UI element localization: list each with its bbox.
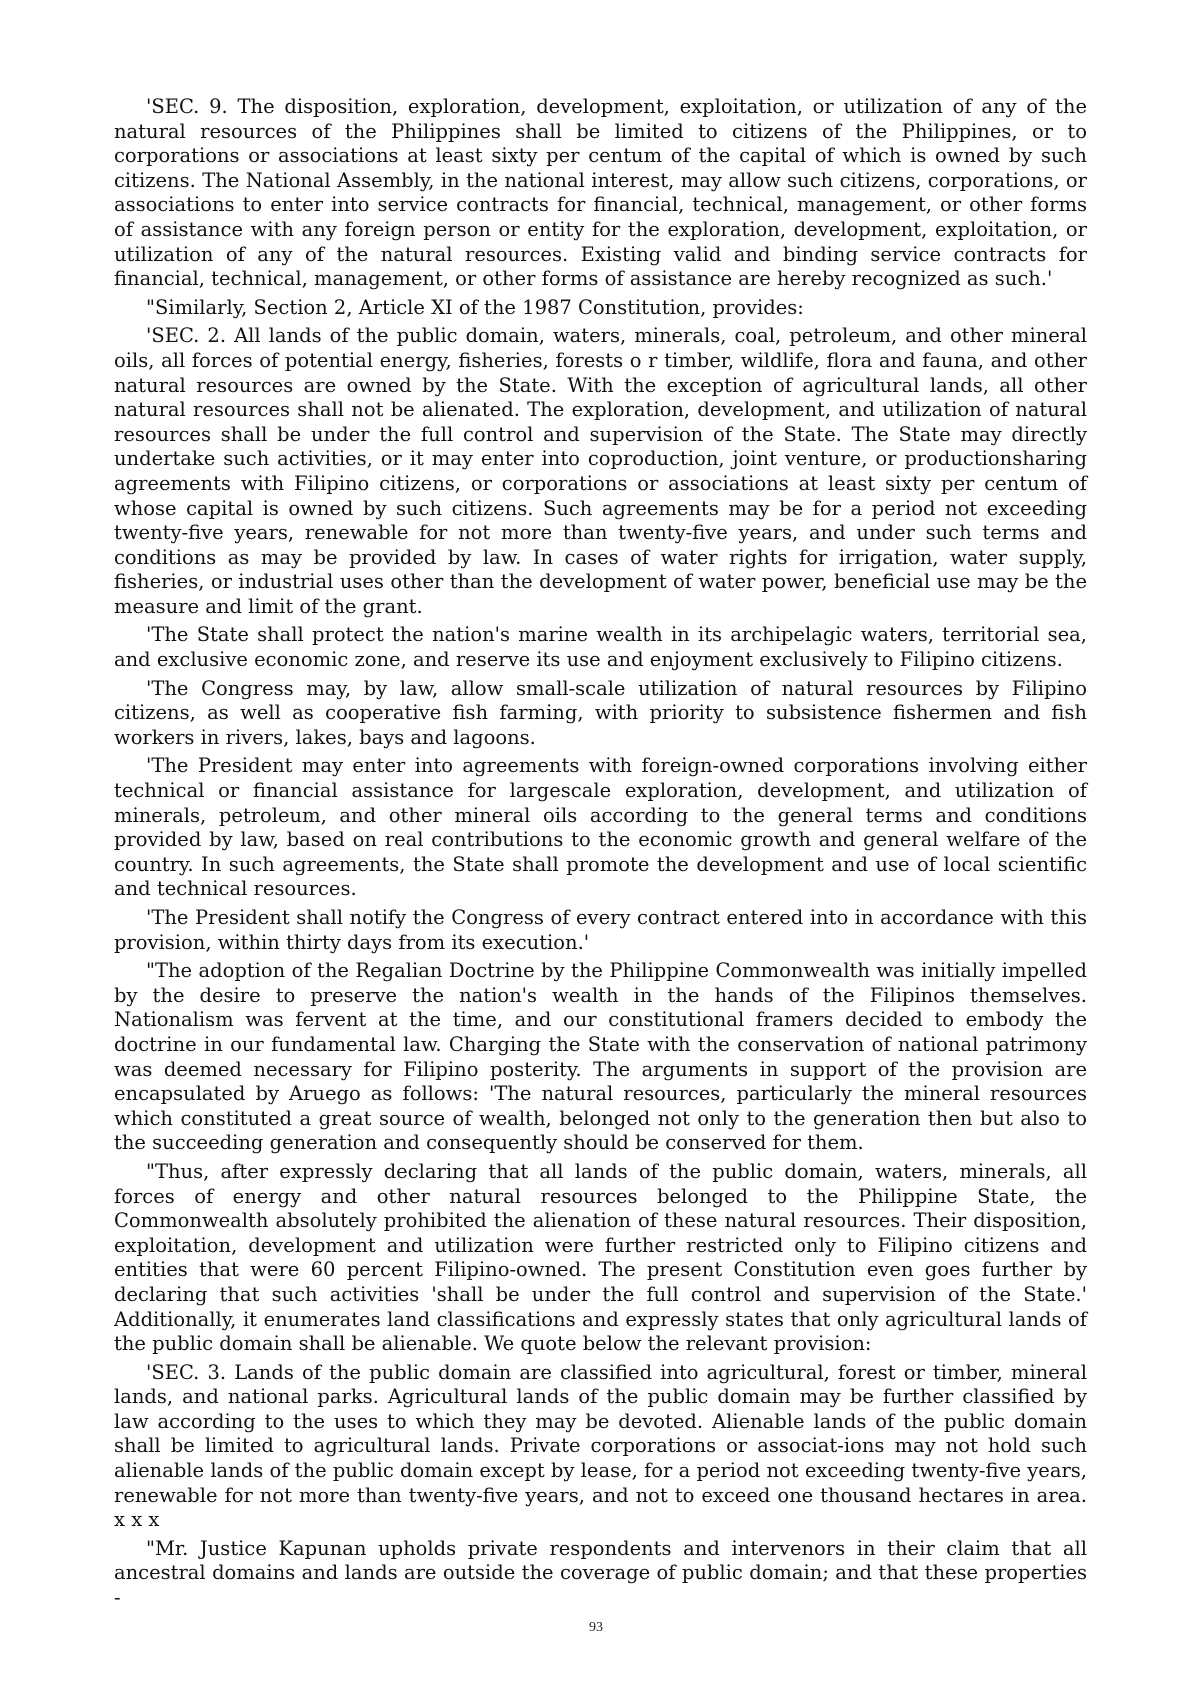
paragraph-commonwealth: "Thus, after expressly declaring that all lands of the public domain, waters, minerals, all forces of energy and other natural resources belonged to the Philippine State, the Commonwealth absolutely prohibited the alienation of these natural resources. Their disposition, exploitation, development and utilization were further restricted only to Filipino citizens and entities that were 60 percent Filipino-owned. The present Constitution even goes further by declaring that such activities 'shall be under the full control and supervision of the State.' Additionally, it enumerates land classifications and expressly states that only agricultural lands of the public domain shall be alienable. We quote below the relevant provision: <box>114 1159 1087 1356</box>
paragraph-president-notify: 'The President shall notify the Congress of every contract entered into in accordance with this provision, within thirty days from its execution.' <box>114 906 1087 954</box>
paragraph-kapunan: "Mr. Justice Kapunan upholds private respondents and intervenors in their claim that all ancestral domains and lands are outside the coverage of public domain; and that these properties - <box>114 1536 1087 1610</box>
document-body <box>114 95 1087 1615</box>
paragraph-marine-wealth: 'The State shall protect the nation's marine wealth in its archipelagic waters, territorial sea, and exclusive economic zone, and reserve its use and enjoyment exclusively to Filipino citizens. <box>114 623 1087 672</box>
paragraph-sec3-quote: 'SEC. 3. Lands of the public domain are classified into agricultural, forest or timber, mineral lands, and national parks. Agricultural lands of the public domain may be further classified by law according to the uses to which they may be devoted. Alienable lands of the public domain shall be limited to agricultural lands. Private corporations or associat-ions may not hold such alienable lands of the public domain except by lease, for a period not exceeding twenty-five years, renewable for not more than twenty-five years, and not to exceed one thousand hectares in area. x x x <box>114 1360 1087 1532</box>
paragraph-president-agreements: 'The President may enter into agreements with foreign-owned corporations involving either technical or financial assistance for largescale exploration, development, and utilization of minerals, petroleum, and other mineral oils according to the general terms and conditions provided by law, based on real contributions to the economic growth and general welfare of the country. In such agreements, the State shall promote the development and use of local scientific and technical resources. <box>114 754 1087 901</box>
paragraph-small-scale-utilization: 'The Congress may, by law, allow small-scale utilization of natural resources by Filipino citizens, as well as cooperative fish farming, with priority to subsistence fishermen and fish workers in rivers, lakes, bays and lagoons. <box>114 676 1087 749</box>
page-number: 93 <box>589 1620 603 1635</box>
paragraph-regalian-doctrine: "The adoption of the Regalian Doctrine by the Philippine Commonwealth was initially impelled by the desire to preserve the nation's wealth in the hands of the Filipinos themselves. Nationalism was fervent at the time, and our constitutional framers decided to embody the doctrine in our fundamental law. Charging the State with the conservation of national patrimony was deemed necessary for Filipino posterity. The arguments in support of the provision are encapsulated by Aruego as follows: 'The natural resources, particularly the mineral resources which constituted a great source of wealth, belonged not only to the generation then but also to the succeeding generation and consequently should be conserved for them. <box>114 959 1087 1155</box>
paragraph-sec9-quote: 'SEC. 9. The disposition, exploration, development, exploitation, or utilization of any of the natural resources of the Philippines shall be limited to citizens of the Philippines, or to corporations or associations at least sixty per centum of the capital of which is owned by such citizens. The National Assembly, in the national interest, may allow such citizens, corporations, or associations to enter into service contracts for financial, technical, management, or other forms of assistance with any foreign person or entity for the exploration, development, exploitation, or utilization of any of the natural resources. Existing valid and binding service contracts for financial, technical, management, or other forms of assistance are hereby recognized as such.' <box>114 95 1087 291</box>
paragraph-sec2-quote: 'SEC. 2. All lands of the public domain, waters, minerals, coal, petroleum, and other mineral oils, all forces of potential energy, fisheries, forests o r timber, wildlife, flora and fauna, and other natural resources are owned by the State. With the exception of agricultural lands, all other natural resources shall not be alienated. The exploration, development, and utilization of natural resources shall be under the full control and supervision of the State. The State may directly undertake such activities, or it may enter into coproduction, joint venture, or productionsharing agreements with Filipino citizens, or corporations or associations at least sixty per centum of whose capital is owned by such citizens. Such agreements may be for a period not exceeding twenty-five years, renewable for not more than twenty-five years, and under such terms and conditions as may be provided by law. In cases of water rights for irrigation, water supply, fisheries, or industrial uses other than the development of water power, beneficial use may be the measure and limit of the grant. <box>114 324 1087 618</box>
paragraph-section2-intro: "Similarly, Section 2, Article XI of the 1987 Constitution, provides: <box>146 295 804 319</box>
